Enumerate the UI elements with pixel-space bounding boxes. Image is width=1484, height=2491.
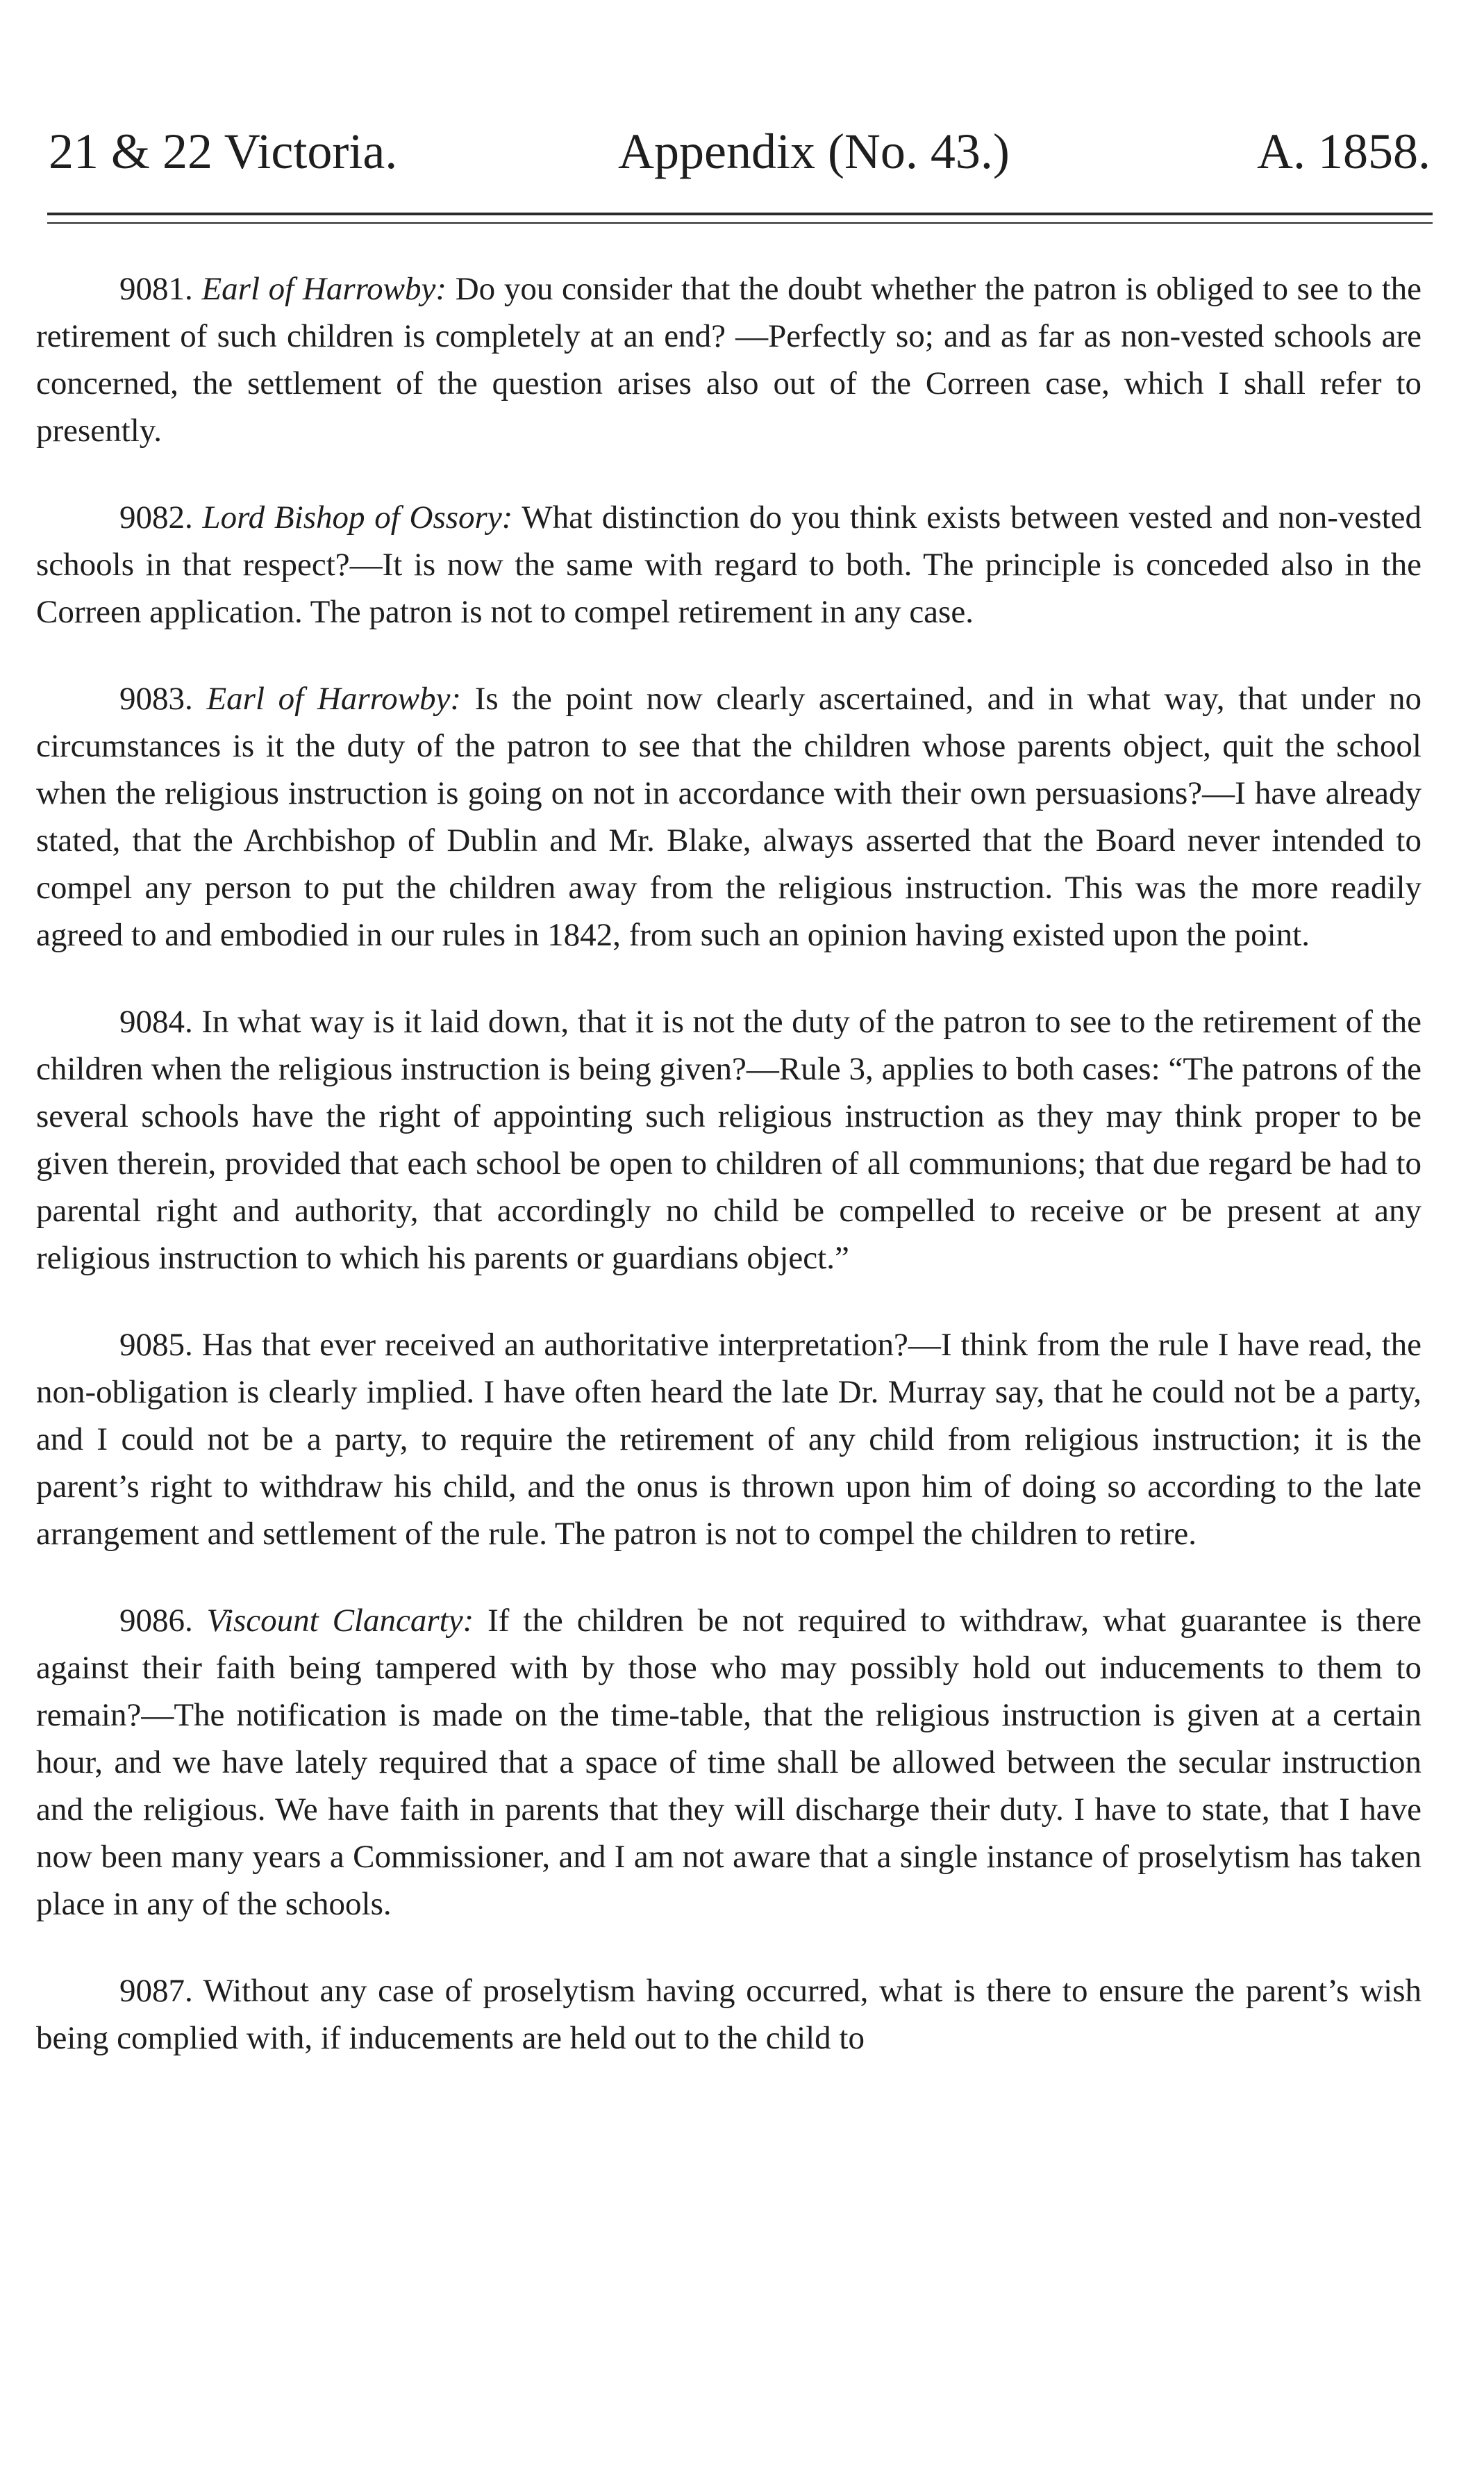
question-9081 xyxy=(36,265,1422,454)
question-9084 xyxy=(36,998,1422,1282)
question-text: If the children be not required to withdraw, what guarantee is there against their faith being tampered with by those who may possibly hold out inducements to them to remain?—The notification is made on the time-table, that the religious instruction is given at a certain hour, and we have lately required that a space of time shall be allowed between the secular instruction and the religious. We have faith in parents that they will discharge their duty. I have to state, that I have now been many years a Commissioner, and I am not aware that a single instance of proselytism has taken place in any of the schools. xyxy=(36,1603,1422,1922)
question-9082 xyxy=(36,494,1422,636)
question-text: What distinction do you think exists between vested and non-vested schools in that respect?—It is now the same with regard to both. The principle is conceded also in the Correen application. The patron is not to compel retirement in any case. xyxy=(36,499,1422,630)
header-rule-thin xyxy=(47,222,1433,224)
question-number: 9087. xyxy=(119,1973,193,2009)
header-rule-thick xyxy=(47,213,1433,215)
testimony-body xyxy=(36,265,1422,2101)
question-9083 xyxy=(36,675,1422,959)
question-text: In what way is it laid down, that it is not the duty of the patron to see to the retirement of the children when the religious instruction is being given?—Rule 3, applies to both cases: “The patrons of the several schools have the right of appointing such religious instruction as they may think proper to be given therein, provided that each school be open to children of all communions; that due regard be had to parental right and authority, that accordingly no child be compelled to receive or be present at any religious instruction to which his parents or guardians object.” xyxy=(36,1004,1422,1276)
question-number: 9083. xyxy=(119,681,193,717)
question-9085 xyxy=(36,1321,1422,1557)
question-number: 9082. xyxy=(119,499,193,536)
question-9087 xyxy=(36,1967,1422,2062)
header-appendix-title: Appendix (No. 43.) xyxy=(618,124,1010,179)
question-speaker: Viscount Clancarty: xyxy=(206,1603,474,1639)
header-session: 21 & 22 Victoria. xyxy=(49,124,398,179)
header-year: A. 1858. xyxy=(1257,124,1431,179)
question-number: 9084. xyxy=(119,1004,193,1040)
question-text: Do you consider that the doubt whether the patron is obliged to see to the retirement of such children is completely at an end? —Perfectly so; and as far as non-vested schools are concerned, the settlement of the question arises also out of the Correen case, which I shall refer to presently. xyxy=(36,271,1422,449)
question-number: 9081. xyxy=(119,271,193,307)
question-text: Without any case of proselytism having occurred, what is there to ensure the parent’s wish being complied with, if inducements are held out to the child to xyxy=(36,1973,1422,2056)
question-speaker: Earl of Harrowby: xyxy=(201,271,447,307)
question-speaker: Lord Bishop of Ossory: xyxy=(202,499,513,536)
question-speaker: Earl of Harrowby: xyxy=(206,681,462,717)
question-text: Is the point now clearly ascertained, and in what way, that under no circumstances is it the duty of the patron to see that the children whose parents object, quit the school when the religious instruction is going on not in accordance with their own persuasions?—I have already stated, that the Archbishop of Dublin and Mr. Blake, always asserted that the Board never intended to compel any person to put the children away from the religious instruction. This was the more readily agreed to and embodied in our rules in 1842, from such an opinion having existed upon the point. xyxy=(36,681,1422,953)
page-header xyxy=(49,117,1431,186)
question-9086 xyxy=(36,1597,1422,1928)
question-number: 9086. xyxy=(119,1603,193,1639)
question-number: 9085. xyxy=(119,1327,193,1363)
question-text: Has that ever received an authoritative interpretation?—I think from the rule I have read, the non-obligation is clearly implied. I have often heard the late Dr. Murray say, that he could not be a party, and I could not be a party, to require the retirement of any child from religious instruction; it is the parent’s right to withdraw his child, and the onus is thrown upon him of doing so according to the late arrangement and settlement of the rule. The patron is not to compel the children to retire. xyxy=(36,1327,1422,1552)
